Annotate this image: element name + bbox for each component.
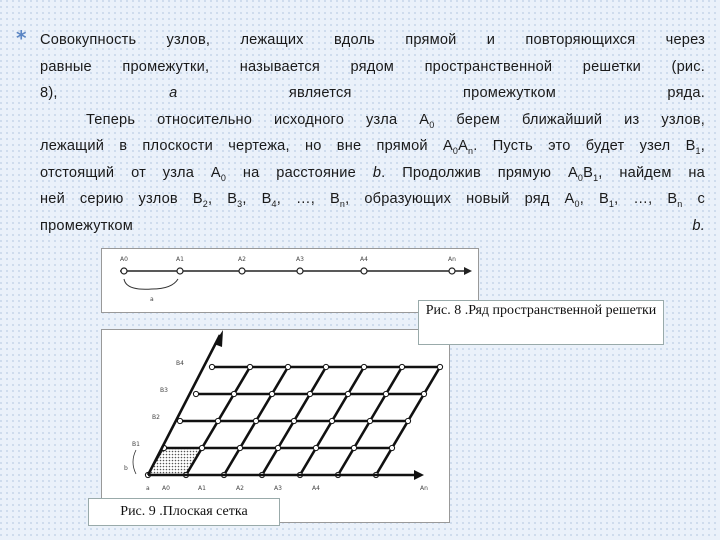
figure-8-caption: Рис. 8 .Ряд пространственной решетки	[418, 300, 664, 345]
a-node-label: A0	[162, 485, 170, 492]
grid-node	[389, 445, 394, 450]
grid-node	[231, 391, 236, 396]
a-node-label: A4	[312, 485, 320, 492]
grid-node	[275, 445, 280, 450]
grid-node	[399, 364, 404, 369]
grid-node	[351, 445, 356, 450]
spacing-label: a	[150, 296, 154, 303]
paragraph-2-line-1: Теперь относительно исходного узла $A_0$ берем ближайший из узлов,	[86, 111, 705, 130]
slide-text	[40, 27, 705, 239]
a-node-label: A1	[198, 485, 206, 492]
grid-node	[383, 391, 388, 396]
grid-node	[177, 418, 182, 423]
grid-node	[307, 391, 312, 396]
a-node-label: A3	[274, 485, 282, 492]
grid-node	[269, 391, 274, 396]
grid-node	[199, 445, 204, 450]
lattice-node	[297, 268, 303, 274]
paragraph-2-line-3: отстоящий от узла $A_0$ на расстояние b. Продолжив прямую $A_0B_1$, найдем на	[40, 164, 705, 183]
grid-node	[285, 364, 290, 369]
node-label: An	[448, 256, 456, 263]
node-label: A3	[296, 256, 304, 263]
grid-node	[313, 445, 318, 450]
paragraph-1-line-1: Совокупность узлов, лежащих вдоль прямой и повторяющихся через	[40, 32, 705, 48]
b-spacing-brace	[133, 450, 136, 474]
paragraph-1-line-2: равные промежутки, называется рядом пространственной решетки (рис.	[40, 58, 705, 75]
spacing-brace	[124, 279, 178, 289]
b-node-label: B3	[160, 387, 168, 394]
grid-node	[345, 391, 350, 396]
grid-node	[437, 364, 442, 369]
variable-a: a	[169, 85, 178, 101]
node-label: A0	[120, 256, 128, 263]
grid-node	[215, 418, 220, 423]
paragraph-2-line-2: лежащий в плоскости чертежа, но вне прямой $A_0A_n$. Пусть это будет узел $B_1$,	[40, 138, 705, 156]
figure-9-planar-net	[101, 329, 450, 523]
b-node-label: B1	[132, 441, 140, 448]
a-node-label: a	[146, 485, 150, 492]
grid-node	[193, 391, 198, 396]
b-axis-arrow-icon	[214, 330, 223, 347]
b-node-label: B4	[176, 360, 184, 367]
grid-node	[405, 418, 410, 423]
a-axis-arrow-icon	[414, 470, 424, 480]
b-node-label: b	[124, 465, 128, 472]
bullet-symbol: *	[16, 26, 27, 50]
grid-node	[361, 364, 366, 369]
lattice-node	[121, 268, 127, 274]
figure-9-caption: Рис. 9 .Плоская сетка	[88, 498, 280, 526]
b-node-label: B2	[152, 414, 160, 421]
node-label: A2	[238, 256, 246, 263]
lattice-node	[239, 268, 245, 274]
grid-node	[329, 418, 334, 423]
grid-node	[253, 418, 258, 423]
a-node-label: An	[420, 485, 428, 492]
paragraph-1-line-3: 8), a является промежутком ряда.	[40, 85, 705, 101]
a-node-label: A2	[236, 485, 244, 492]
grid-node	[247, 364, 252, 369]
node-label: A1	[176, 256, 184, 263]
grid-node	[367, 418, 372, 423]
lattice-node	[361, 268, 367, 274]
arrow-head-icon	[464, 267, 472, 275]
figure-9-svg	[102, 330, 449, 522]
node-label: A4	[360, 256, 368, 263]
paragraph-2-line-4: ней серию узлов $B_2$, $B_3$, $B_4$, …, $B_n$, образующих новый ряд $A_0$, $B_1$, …, $B_n$ с	[40, 191, 705, 209]
grid-node	[421, 391, 426, 396]
lattice-node	[177, 268, 183, 274]
grid-node	[209, 364, 214, 369]
paragraph-2-line-5: промежутком b.	[40, 217, 705, 234]
lattice-node	[449, 268, 455, 274]
grid-node	[291, 418, 296, 423]
grid-node	[237, 445, 242, 450]
grid-node	[323, 364, 328, 369]
